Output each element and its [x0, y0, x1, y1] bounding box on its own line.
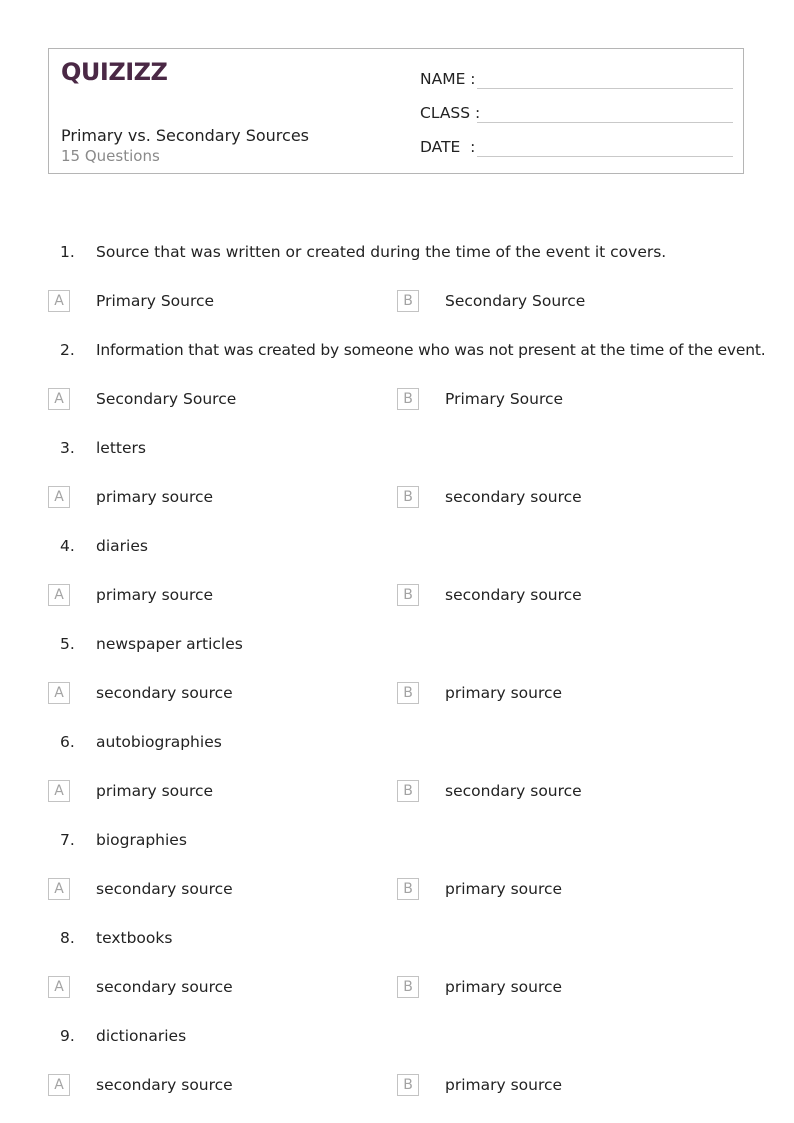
- option-text: primary source: [445, 684, 563, 702]
- option-text: Primary Source: [445, 390, 564, 408]
- question-number: 9.: [60, 1027, 75, 1045]
- quizizz-logo: QUIZIZZ: [61, 58, 168, 86]
- question-number: 6.: [60, 733, 75, 751]
- question-number: 8.: [60, 929, 75, 947]
- class-label: CLASS :: [420, 104, 481, 122]
- option-letter-box: A: [48, 290, 70, 312]
- option-text: secondary source: [445, 586, 582, 604]
- option-text: primary source: [445, 880, 563, 898]
- option-text: primary source: [96, 586, 214, 604]
- option-letter-box: A: [48, 584, 70, 606]
- option-text: primary source: [445, 978, 563, 996]
- option-text: Secondary Source: [96, 390, 237, 408]
- question-number: 2.: [60, 341, 75, 359]
- question-text: letters: [96, 439, 146, 457]
- option-letter-box: A: [48, 976, 70, 998]
- option-letter-box: B: [397, 388, 419, 410]
- option-letter-box: A: [48, 388, 70, 410]
- question-number: 5.: [60, 635, 75, 653]
- class-field[interactable]: [420, 102, 733, 126]
- class-line[interactable]: [477, 122, 733, 123]
- option-text: secondary source: [96, 684, 233, 702]
- option-text: primary source: [96, 782, 214, 800]
- worksheet-title: Primary vs. Secondary Sources: [61, 126, 309, 145]
- option-letter-box: A: [48, 682, 70, 704]
- option-text: secondary source: [96, 978, 233, 996]
- date-field[interactable]: [420, 136, 733, 160]
- question-number: 3.: [60, 439, 75, 457]
- worksheet-header: [48, 48, 744, 174]
- option-letter-box: A: [48, 1074, 70, 1096]
- question-text: dictionaries: [96, 1027, 187, 1045]
- option-text: Secondary Source: [445, 292, 586, 310]
- question-number: 4.: [60, 537, 75, 555]
- name-line[interactable]: [477, 88, 733, 89]
- question-text: autobiographies: [96, 733, 222, 751]
- option-letter-box: B: [397, 584, 419, 606]
- option-letter-box: B: [397, 976, 419, 998]
- option-text: Primary Source: [96, 292, 215, 310]
- option-letter-box: A: [48, 878, 70, 900]
- option-text: primary source: [445, 1076, 563, 1094]
- option-text: secondary source: [445, 782, 582, 800]
- date-line[interactable]: [477, 156, 733, 157]
- option-letter-box: B: [397, 290, 419, 312]
- option-text: primary source: [96, 488, 214, 506]
- name-field[interactable]: [420, 68, 733, 92]
- question-text: Information that was created by someone who was not present at the time of the event.: [96, 341, 766, 359]
- question-number: 7.: [60, 831, 75, 849]
- option-letter-box: B: [397, 486, 419, 508]
- option-text: secondary source: [96, 1076, 233, 1094]
- option-letter-box: B: [397, 780, 419, 802]
- option-letter-box: A: [48, 780, 70, 802]
- option-letter-box: B: [397, 1074, 419, 1096]
- date-label: DATE :: [420, 138, 476, 156]
- option-text: secondary source: [445, 488, 582, 506]
- question-text: textbooks: [96, 929, 173, 947]
- name-label: NAME :: [420, 70, 476, 88]
- option-letter-box: A: [48, 486, 70, 508]
- question-number: 1.: [60, 243, 75, 261]
- question-text: diaries: [96, 537, 148, 555]
- question-text: biographies: [96, 831, 187, 849]
- question-count: 15 Questions: [61, 147, 160, 165]
- option-letter-box: B: [397, 682, 419, 704]
- option-letter-box: B: [397, 878, 419, 900]
- question-text: newspaper articles: [96, 635, 243, 653]
- option-text: secondary source: [96, 880, 233, 898]
- question-text: Source that was written or created during the time of the event it covers.: [96, 243, 667, 261]
